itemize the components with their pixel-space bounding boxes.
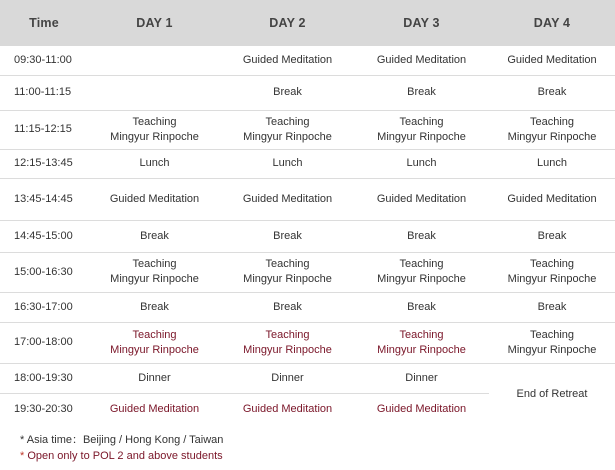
activity-line: Teaching	[529, 115, 575, 128]
header-day-1: DAY 1	[88, 0, 221, 46]
table-row	[0, 110, 615, 149]
table-row	[0, 178, 615, 220]
end-of-retreat-cell: End of Retreat	[516, 387, 588, 400]
teacher-line: Mingyur Rinpoche	[110, 273, 199, 285]
schedule-cell: Dinner	[88, 363, 221, 393]
teacher-line: Mingyur Rinpoche	[243, 130, 332, 143]
activity-line: Teaching	[399, 115, 444, 128]
schedule-cell: Guided Meditation	[242, 402, 333, 415]
schedule-cell: Break	[354, 292, 489, 322]
teacher-line: Mingyur Rinpoche	[377, 130, 466, 143]
schedule-cell	[489, 322, 615, 363]
teacher-line: Mingyur Rinpoche	[377, 273, 466, 285]
table-row	[0, 46, 615, 75]
table-row	[0, 252, 615, 292]
schedule-cell: Lunch	[221, 149, 354, 178]
header-day-4: DAY 4	[489, 0, 615, 46]
table-row	[0, 292, 615, 322]
activity-line: Teaching	[399, 258, 444, 270]
schedule-cell	[489, 110, 615, 149]
footnote-text: Open only to POL 2 and above students	[27, 450, 223, 462]
schedule-cell	[88, 75, 221, 110]
header-day-2: DAY 2	[221, 0, 354, 46]
schedule-cell	[221, 322, 354, 363]
header-day-3: DAY 3	[354, 0, 489, 46]
teacher-line: Mingyur Rinpoche	[110, 130, 199, 143]
activity-line: Teaching	[265, 328, 310, 341]
time-cell: 16:30-17:00	[0, 292, 88, 322]
schedule-cell: Guided Meditation	[376, 402, 467, 415]
schedule-cell	[489, 252, 615, 292]
schedule-cell: Guided Meditation	[221, 46, 354, 75]
schedule-cell: Break	[221, 220, 354, 252]
schedule-cell	[354, 110, 489, 149]
header-row	[0, 0, 615, 46]
activity-line: Teaching	[399, 328, 444, 341]
header-time: Time	[0, 0, 88, 46]
schedule-cell: Dinner	[354, 363, 489, 393]
time-cell: 13:45-14:45	[0, 178, 88, 220]
schedule-cell: Break	[489, 75, 615, 110]
schedule-cell: Break	[88, 292, 221, 322]
activity-line: Teaching	[132, 328, 177, 341]
activity-line: Teaching	[132, 258, 177, 270]
schedule-cell: Break	[221, 292, 354, 322]
time-cell: 14:45-15:00	[0, 220, 88, 252]
time-cell: 09:30-11:00	[0, 46, 88, 75]
schedule-cell	[354, 252, 489, 292]
table-row	[0, 149, 615, 178]
teacher-line: Mingyur Rinpoche	[507, 343, 597, 356]
activity-line: Teaching	[132, 115, 177, 128]
table-row	[0, 322, 615, 363]
teacher-line: Mingyur Rinpoche	[377, 343, 466, 356]
footnote-asia-time	[20, 432, 223, 448]
schedule-cell: Guided Meditation	[88, 178, 221, 220]
teacher-line: Mingyur Rinpoche	[507, 130, 597, 143]
teacher-line: Mingyur Rinpoche	[110, 343, 199, 356]
teacher-line: Mingyur Rinpoche	[507, 273, 597, 285]
schedule-cell: Guided Meditation	[221, 178, 354, 220]
time-cell: 18:00-19:30	[0, 363, 88, 393]
time-cell: 11:15-12:15	[0, 110, 88, 149]
schedule-cell: Break	[354, 75, 489, 110]
activity-line: Teaching	[529, 328, 575, 341]
footnotes	[20, 432, 223, 464]
time-cell: 15:00-16:30	[0, 252, 88, 292]
activity-line: Teaching	[265, 258, 310, 270]
table-row	[0, 75, 615, 110]
schedule-cell: Break	[354, 220, 489, 252]
teacher-line: Mingyur Rinpoche	[243, 343, 332, 356]
time-cell: 12:15-13:45	[0, 149, 88, 178]
asterisk-marker: *	[20, 434, 25, 446]
table-row	[0, 220, 615, 252]
time-cell: 19:30-20:30	[14, 402, 73, 415]
schedule-cell: Dinner	[221, 363, 354, 393]
schedule-cell: Lunch	[489, 149, 615, 178]
schedule-cell: Guided Meditation	[489, 178, 615, 220]
schedule-cell	[88, 46, 221, 75]
schedule-cell	[88, 110, 221, 149]
footnote-pol2	[20, 448, 223, 464]
asterisk-marker: *	[20, 450, 25, 462]
schedule-cell: Guided Meditation	[354, 46, 489, 75]
schedule-cell	[354, 322, 489, 363]
time-cell: 17:00-18:00	[0, 322, 88, 363]
footnote-text: Asia time：Beijing / Hong Kong / Taiwan	[26, 434, 224, 446]
schedule-cell: Break	[221, 75, 354, 110]
time-cell: 11:00-11:15	[0, 75, 88, 110]
schedule-cell: Break	[489, 292, 615, 322]
schedule-cell: Lunch	[88, 149, 221, 178]
schedule-cell	[221, 252, 354, 292]
activity-line: Teaching	[265, 115, 310, 128]
schedule-cell	[88, 322, 221, 363]
schedule-cell: Guided Meditation	[489, 46, 615, 75]
schedule-cell: Break	[88, 220, 221, 252]
schedule-cell	[221, 110, 354, 149]
table-row	[0, 363, 615, 393]
activity-line: Teaching	[529, 258, 575, 270]
teacher-line: Mingyur Rinpoche	[243, 273, 332, 285]
schedule-cell	[88, 252, 221, 292]
schedule-cell: Guided Meditation	[354, 178, 489, 220]
schedule-cell: Lunch	[354, 149, 489, 178]
schedule-cell: Guided Meditation	[109, 402, 200, 415]
schedule-cell: Break	[489, 220, 615, 252]
